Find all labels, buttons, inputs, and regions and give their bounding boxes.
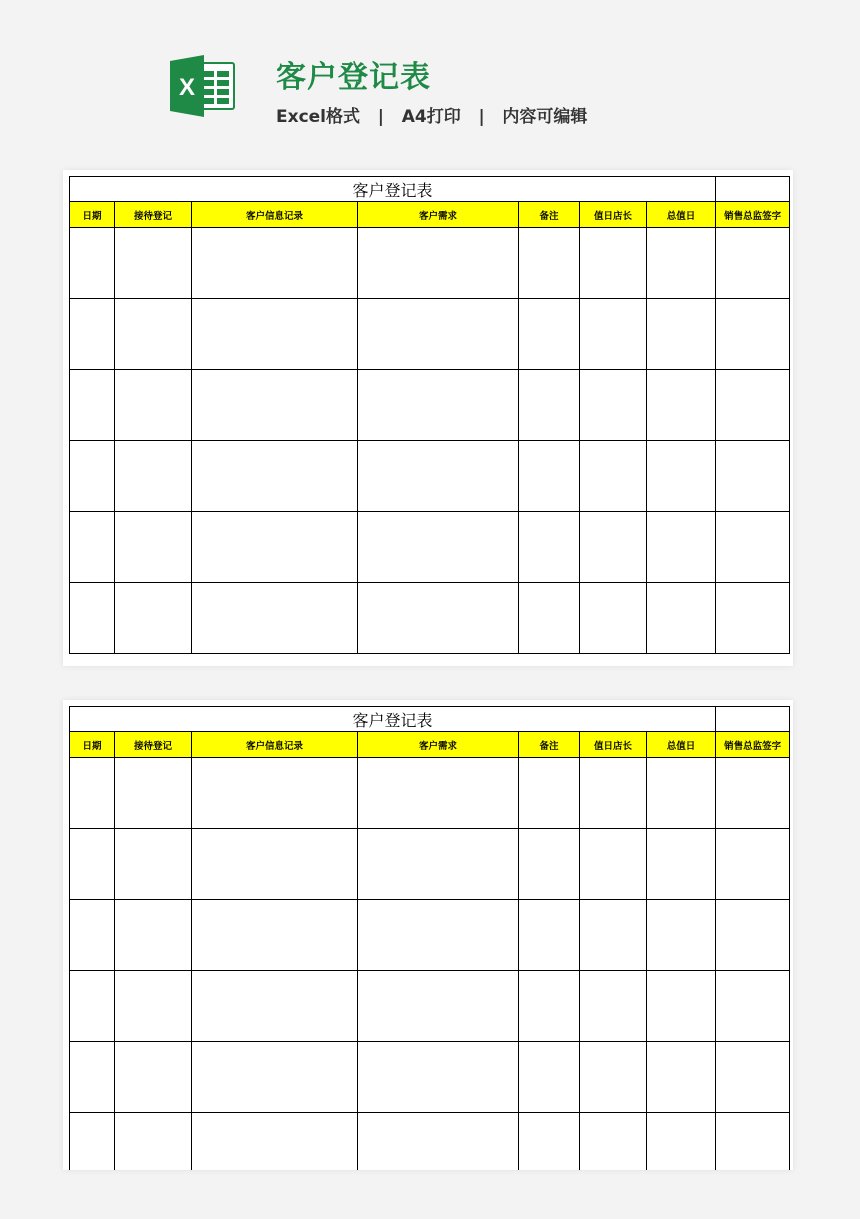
table-cell[interactable] [647, 758, 716, 829]
column-header-date: 日期 [70, 732, 115, 758]
table-title: 客户登记表 [70, 177, 716, 202]
table-cell[interactable] [358, 1042, 519, 1113]
page-title: 客户登记表 [276, 60, 431, 95]
table-cell[interactable] [115, 441, 192, 512]
table-cell[interactable] [647, 583, 716, 654]
table-cell[interactable] [192, 1042, 358, 1113]
table-cell[interactable] [647, 900, 716, 971]
page-header [0, 0, 860, 150]
table-cell[interactable] [647, 512, 716, 583]
table-body [70, 758, 790, 1171]
table-cell[interactable] [519, 971, 580, 1042]
table-row [70, 1042, 790, 1113]
table-title-row [70, 707, 790, 732]
table-cell[interactable] [358, 829, 519, 900]
column-header-chief-duty: 总值日 [647, 732, 716, 758]
table-cell[interactable] [716, 971, 790, 1042]
column-header-duty-manager: 值日店长 [580, 202, 647, 228]
table-cell[interactable] [70, 228, 115, 299]
table-cell[interactable] [519, 441, 580, 512]
table-row [70, 971, 790, 1042]
column-header-customer-needs: 客户需求 [358, 732, 519, 758]
table-cell[interactable] [358, 758, 519, 829]
table-cell[interactable] [716, 1042, 790, 1113]
table-cell[interactable] [647, 299, 716, 370]
column-header-reception: 接待登记 [115, 732, 192, 758]
table-row [70, 228, 790, 299]
table-row [70, 441, 790, 512]
table-cell[interactable] [716, 441, 790, 512]
table-cell[interactable] [519, 900, 580, 971]
table-title-blank-cell [716, 707, 790, 732]
excel-icon [170, 55, 236, 117]
table-cell[interactable] [192, 299, 358, 370]
table-cell[interactable] [647, 1113, 716, 1171]
table-cell[interactable] [580, 1042, 647, 1113]
table-cell[interactable] [115, 228, 192, 299]
table-cell[interactable] [580, 370, 647, 441]
table-cell[interactable] [115, 299, 192, 370]
table-cell[interactable] [192, 971, 358, 1042]
table-cell[interactable] [716, 829, 790, 900]
table-cell[interactable] [192, 758, 358, 829]
column-header-customer-info: 客户信息记录 [192, 202, 358, 228]
table-row [70, 1113, 790, 1171]
register-table [69, 176, 790, 654]
table-cell[interactable] [192, 1113, 358, 1171]
table-cell[interactable] [358, 971, 519, 1042]
table-cell[interactable] [70, 758, 115, 829]
table-cell[interactable] [358, 900, 519, 971]
table-cell[interactable] [580, 971, 647, 1042]
table-cell[interactable] [519, 829, 580, 900]
table-row [70, 512, 790, 583]
column-header-customer-needs: 客户需求 [358, 202, 519, 228]
table-row [70, 370, 790, 441]
table-cell[interactable] [716, 900, 790, 971]
table-row [70, 583, 790, 654]
table-title-row [70, 177, 790, 202]
table-cell[interactable] [716, 228, 790, 299]
table-cell[interactable] [647, 829, 716, 900]
column-header-duty-manager: 值日店长 [580, 732, 647, 758]
table-cell[interactable] [647, 370, 716, 441]
table-cell[interactable] [580, 829, 647, 900]
table-cell[interactable] [647, 1042, 716, 1113]
table-cell[interactable] [192, 228, 358, 299]
table-cell[interactable] [647, 441, 716, 512]
table-cell[interactable] [115, 900, 192, 971]
table-cell[interactable] [192, 512, 358, 583]
table-cell[interactable] [115, 829, 192, 900]
table-cell[interactable] [580, 228, 647, 299]
table-cell[interactable] [70, 829, 115, 900]
table-cell[interactable] [358, 1113, 519, 1171]
table-cell[interactable] [519, 1042, 580, 1113]
column-header-remarks: 备注 [519, 732, 580, 758]
table-cell[interactable] [647, 228, 716, 299]
table-cell[interactable] [115, 370, 192, 441]
table-cell[interactable] [519, 299, 580, 370]
table-cell[interactable] [716, 299, 790, 370]
table-cell[interactable] [192, 441, 358, 512]
table-cell[interactable] [70, 370, 115, 441]
table-cell[interactable] [70, 900, 115, 971]
table-cell[interactable] [192, 370, 358, 441]
table-cell[interactable] [580, 900, 647, 971]
table-row [70, 299, 790, 370]
table-header-row [70, 732, 790, 758]
table-cell[interactable] [70, 441, 115, 512]
table-cell[interactable] [115, 1113, 192, 1171]
table-cell[interactable] [358, 583, 519, 654]
table-cell[interactable] [115, 583, 192, 654]
column-header-reception: 接待登记 [115, 202, 192, 228]
register-table [69, 706, 790, 1170]
table-cell[interactable] [580, 441, 647, 512]
table-row [70, 900, 790, 971]
table-cell[interactable] [716, 758, 790, 829]
svg-text:X: X [178, 74, 196, 101]
table-cell[interactable] [358, 370, 519, 441]
table-cell[interactable] [70, 1042, 115, 1113]
table-cell[interactable] [192, 583, 358, 654]
table-cell[interactable] [70, 971, 115, 1042]
table-cell[interactable] [115, 512, 192, 583]
table-cell[interactable] [580, 1113, 647, 1171]
table-cell[interactable] [580, 758, 647, 829]
column-header-date: 日期 [70, 202, 115, 228]
table-cell[interactable] [70, 299, 115, 370]
column-header-sales-director-signature: 销售总监签字 [716, 202, 790, 228]
table-cell[interactable] [70, 1113, 115, 1171]
table-row [70, 829, 790, 900]
sheet-preview-2 [63, 700, 793, 1170]
column-header-chief-duty: 总值日 [647, 202, 716, 228]
table-cell[interactable] [716, 370, 790, 441]
table-cell[interactable] [716, 512, 790, 583]
table-cell[interactable] [192, 829, 358, 900]
table-cell[interactable] [192, 900, 358, 971]
table-cell[interactable] [716, 583, 790, 654]
table-cell[interactable] [358, 228, 519, 299]
table-cell[interactable] [519, 758, 580, 829]
table-cell[interactable] [580, 583, 647, 654]
table-cell[interactable] [358, 512, 519, 583]
table-cell[interactable] [519, 512, 580, 583]
table-cell[interactable] [115, 971, 192, 1042]
column-header-sales-director-signature: 销售总监签字 [716, 732, 790, 758]
column-header-customer-info: 客户信息记录 [192, 732, 358, 758]
table-cell[interactable] [70, 583, 115, 654]
table-header-row [70, 202, 790, 228]
table-title-blank-cell [716, 177, 790, 202]
table-title: 客户登记表 [70, 707, 716, 732]
table-cell[interactable] [519, 370, 580, 441]
table-cell[interactable] [647, 971, 716, 1042]
table-cell[interactable] [70, 512, 115, 583]
table-row [70, 758, 790, 829]
table-cell[interactable] [519, 228, 580, 299]
sheet-preview-1 [63, 170, 793, 666]
page-subtitle: Excel格式 | A4打印 | 内容可编辑 [276, 107, 588, 127]
table-cell[interactable] [519, 583, 580, 654]
table-cell[interactable] [358, 441, 519, 512]
column-header-remarks: 备注 [519, 202, 580, 228]
table-cell[interactable] [580, 299, 647, 370]
table-cell[interactable] [115, 758, 192, 829]
table-cell[interactable] [716, 1113, 790, 1171]
table-cell[interactable] [580, 512, 647, 583]
table-cell[interactable] [358, 299, 519, 370]
table-cell[interactable] [519, 1113, 580, 1171]
table-body [70, 228, 790, 654]
table-cell[interactable] [115, 1042, 192, 1113]
